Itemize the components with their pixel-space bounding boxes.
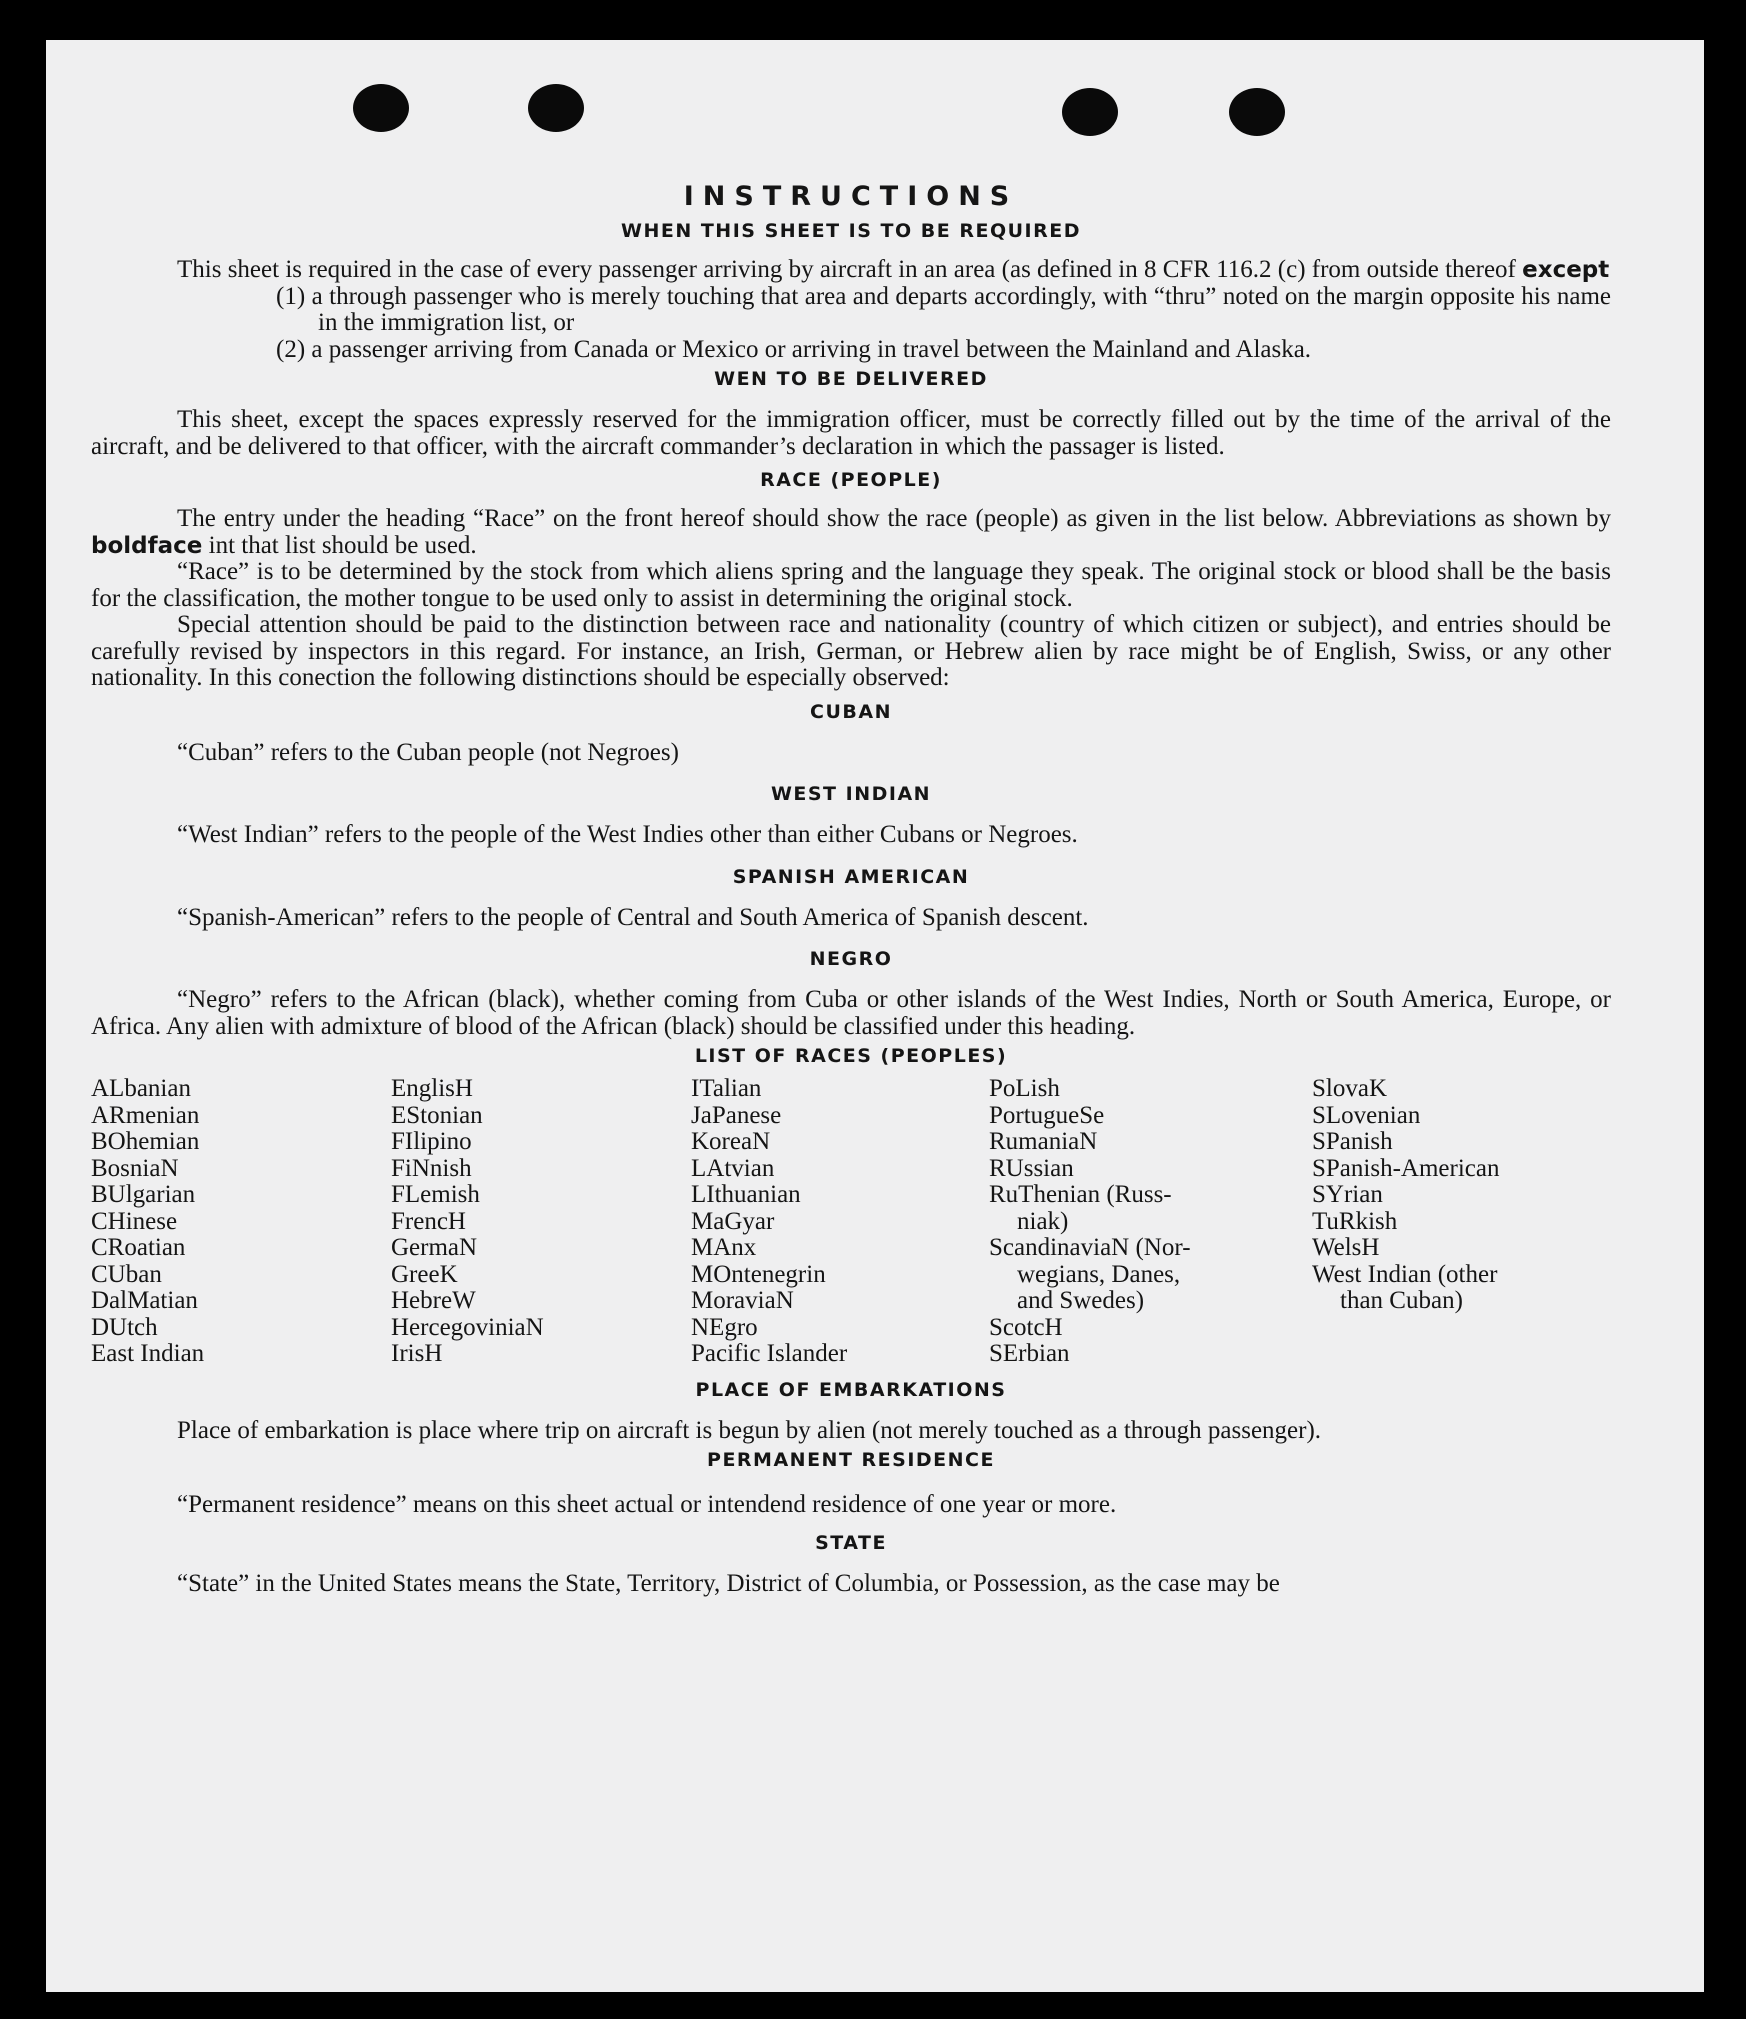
race-item: Pacific Islander <box>691 1340 848 1367</box>
when-required-intro: This sheet is required in the case of every passenger arriving by aircraft in an area (as defined in 8 CFR 116.2 (c) from outside thereof except <box>177 256 1610 283</box>
race-item: SlovaK <box>1312 1075 1387 1102</box>
document-page <box>46 40 1704 1992</box>
race-item: niak) <box>1017 1207 1069 1235</box>
cuban-text: “Cuban” refers to the Cuban people (not Negroes) <box>177 738 679 766</box>
races-column-3 <box>691 1076 989 1368</box>
punch-hole <box>353 84 409 132</box>
west-indian-text: “West Indian” refers to the people of the West Indies other than either Cubans or Negroes. <box>177 821 1078 848</box>
heading-west-indian: WEST INDIAN <box>770 783 932 805</box>
race-item: IrisH <box>391 1340 443 1367</box>
race-item: JaPanese <box>691 1101 782 1129</box>
embarkation-text: Place of embarkation is place where trip on aircraft is begun by alien (not merely touched as a through passenger). <box>177 1416 1322 1444</box>
page-title: INSTRUCTIONS <box>683 181 1019 212</box>
race-item: DalMatian <box>91 1287 198 1314</box>
race-item: RUssian <box>989 1154 1074 1182</box>
punch-hole <box>528 84 584 132</box>
heading-negro: NEGRO <box>809 948 893 970</box>
race-item: LIthuanian <box>691 1181 801 1208</box>
race-item: MaGyar <box>691 1207 775 1235</box>
boldface-bold: boldface <box>91 532 203 559</box>
race-item: ARmenian <box>91 1101 200 1129</box>
race-item: SLovenian <box>1312 1101 1421 1129</box>
heading-race: RACE (PEOPLE) <box>760 469 942 491</box>
heading-permanent-residence: PERMANENT RESIDENCE <box>707 1449 995 1471</box>
race-paragraph-3: Special attention should be paid to the distinction between race and nationality (country of which citizen or subject), and entries should be carefully revised by inspectors in this regard. For instance, an Irish, German, or Hebrew alien by race might be of English, Swiss, or any other nationality. In this conection the following distinctions should be especially observed: <box>91 611 1611 691</box>
punch-hole <box>1062 88 1118 136</box>
race-item: MOntenegrin <box>691 1260 826 1288</box>
race-item: PoLish <box>989 1075 1060 1102</box>
instructions-content <box>91 177 1611 1597</box>
race-item: than Cuban) <box>1340 1287 1463 1314</box>
race-item: PortugueSe <box>989 1101 1105 1129</box>
except-bold: except <box>1522 257 1610 283</box>
race-item: DUtch <box>91 1313 158 1341</box>
race-item: NEgro <box>691 1313 758 1341</box>
races-column-1 <box>91 1076 391 1368</box>
race-item: RuThenian (Russ- <box>989 1181 1172 1208</box>
race-item: CHinese <box>91 1207 178 1235</box>
race-item: ALbanian <box>91 1075 191 1102</box>
race-item: MAnx <box>691 1234 757 1261</box>
race-item: MoraviaN <box>691 1287 794 1314</box>
race-item: BOhemian <box>91 1128 200 1155</box>
race-item: FiNnish <box>391 1154 472 1182</box>
race-item: SPanish <box>1312 1128 1393 1155</box>
race-item: WelsH <box>1312 1234 1380 1261</box>
race-item: ScandinaviaN (Nor- <box>989 1234 1191 1261</box>
race-item: CUban <box>91 1260 162 1288</box>
heading-state: STATE <box>815 1531 887 1554</box>
state-text: “State” in the United States means the State, Territory, District of Columbia, or Possession, as the case may be <box>177 1569 1280 1597</box>
heading-list-of-races: LIST OF RACES (PEOPLES) <box>694 1045 1008 1067</box>
race-item: SErbian <box>989 1340 1070 1367</box>
race-item: GreeK <box>391 1260 458 1288</box>
punch-hole <box>1229 88 1285 136</box>
heading-cuban: CUBAN <box>810 700 892 723</box>
race-item: ScotcH <box>989 1313 1063 1341</box>
when-delivered-text: This sheet, except the spaces expressly reserved for the immigration officer, must be correctly filled out by the time of the arrival of the aircraft, and be delivered to that officer, with the aircraft commander’s declaration in which the passager is listed. <box>91 406 1611 460</box>
race-item: HebreW <box>391 1287 476 1314</box>
when-required-item-2: (2) a passenger arriving from Canada or Mexico or arriving in travel between the Mainland and Alaska. <box>276 335 1312 363</box>
heading-when-required: WHEN THIS SHEET IS TO BE REQUIRED <box>620 220 1081 242</box>
races-column-2 <box>391 1076 691 1368</box>
race-item: FrencH <box>391 1207 466 1235</box>
race-paragraph-2: “Race” is to be determined by the stock from which aliens spring and the language they speak. The original stock or blood shall be the basis for the classification, the mother tongue to be used only to assist in determining the original stock. <box>91 558 1611 612</box>
race-item: HercegoviniaN <box>391 1313 544 1341</box>
race-item: FLemish <box>391 1181 480 1208</box>
race-item: RumaniaN <box>989 1128 1098 1155</box>
race-paragraph-1: The entry under the heading “Race” on the front hereof should show the race (people) as given in the list below. Abbreviations as shown by boldface int that list should be used. <box>91 505 1611 559</box>
race-item: CRoatian <box>91 1234 186 1261</box>
heading-embarkation: PLACE OF EMBARKATIONS <box>695 1378 1007 1401</box>
race-item: wegians, Danes, <box>1017 1260 1181 1288</box>
race-item: BosniaN <box>91 1154 179 1182</box>
race-item: West Indian (other <box>1312 1260 1498 1288</box>
race-item: ITalian <box>691 1075 762 1102</box>
races-column-5 <box>1312 1076 1611 1368</box>
race-item: EStonian <box>391 1101 483 1129</box>
race-item: EnglisH <box>391 1075 473 1102</box>
races-column-4 <box>989 1076 1312 1368</box>
when-required-item-1: (1) a through passenger who is merely touching that area and departs accordingly, with “thru” noted on the margin opposite his name in the immigration list, or <box>276 282 1611 336</box>
race-item: East Indian <box>91 1340 205 1367</box>
heading-spanish-american: SPANISH AMERICAN <box>732 865 970 888</box>
race-item: FIlipino <box>391 1128 472 1155</box>
race-item: SYrian <box>1312 1181 1383 1208</box>
negro-text: “Negro” refers to the African (black), whether coming from Cuba or other islands of the West Indies, North or South America, Europe, or Africa. Any alien with admixture of blood of the African (black) should be classified under this heading. <box>91 986 1611 1040</box>
race-item: LAtvian <box>691 1154 775 1182</box>
race-item: GermaN <box>391 1234 478 1261</box>
race-item: SPanish-American <box>1312 1154 1500 1182</box>
permanent-residence-text: “Permanent residence” means on this sheet actual or intendend residence of one year or more. <box>177 1491 1117 1518</box>
races-list <box>91 1076 1611 1368</box>
heading-when-delivered: WEN TO BE DELIVERED <box>714 368 988 390</box>
spanish-american-text: “Spanish-American” refers to the people of Central and South America of Spanish descent. <box>177 903 1089 931</box>
race-item: BUlgarian <box>91 1181 196 1208</box>
race-item: TuRkish <box>1312 1207 1398 1235</box>
race-item: KoreaN <box>691 1128 771 1155</box>
race-item: and Swedes) <box>1017 1287 1145 1314</box>
